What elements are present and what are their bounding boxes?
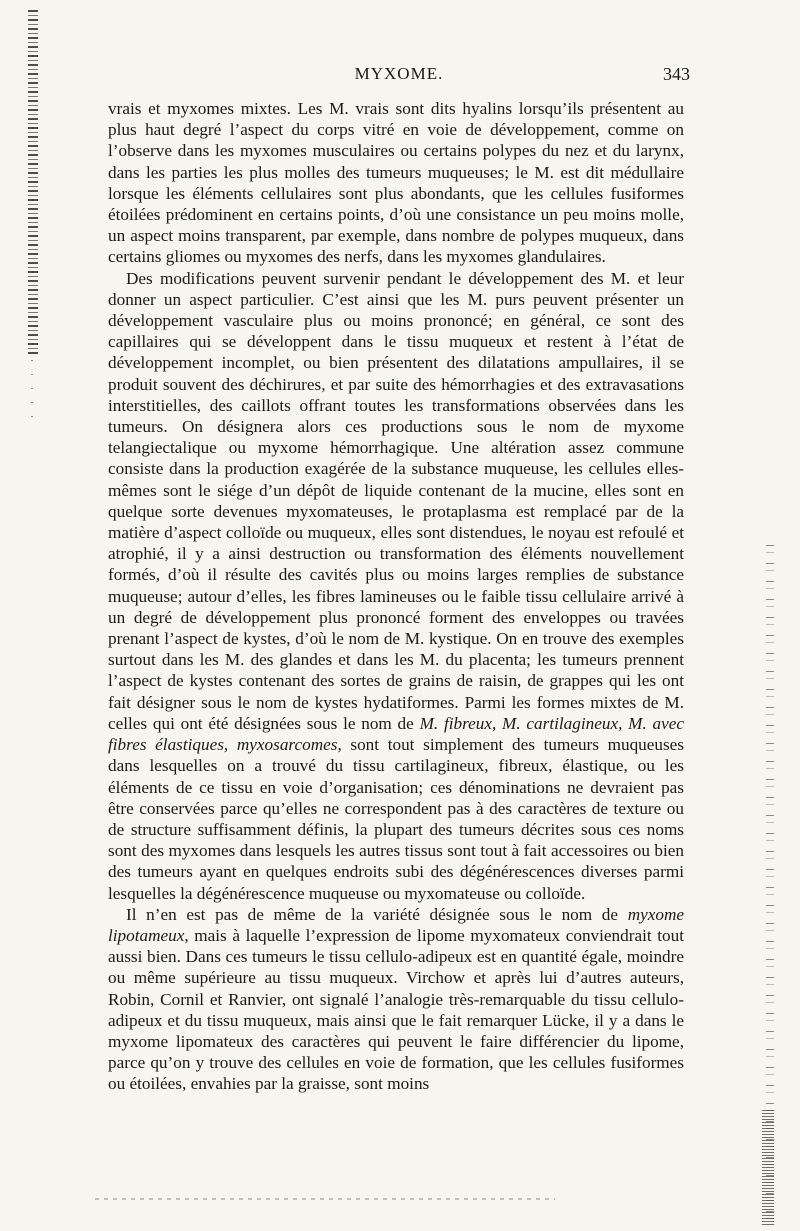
paragraph-3-italic-term: myxome lipotameux [108,904,684,945]
paragraph-1: vrais et myxomes mixtes. Les M. vrais sont dits hyalins lorsqu’ils présentent au plus haut degré l’aspect du corps vitré en voie de développement, comme on l’observe dans les myxomes musculaires ou certains polypes du nez et du larynx, dans les parties les plus molles des tumeurs muqueuses; le M. est dit médullaire lorsque les éléments cellulaires sont plus abondants, que les cellules fusiformes étoilées prédominent en certains points, d’où une consistance un peu moins molle, un aspect moins transparent, par exemple, dans nombre de polypes muqueux, dans certains gliomes ou myxomes des nerfs, dans les myxomes glandulaires. [108,99,684,267]
paragraph-2 [108,268,684,904]
paragraph-2-text-b: , sont tout simplement des tumeurs muqueuses dans lesquelles on a trouvé du tissu cartilagineux, fibreux, élastique, ou les éléments de ce tissu en voie d’organisation; ces dénominations ne devraient pas être conservées parce qu’elles ne correspondent pas à des caractères de texture ou de structure suffisamment définis, la plupart des tumeurs décrites sous ces noms sont des myxomes dans lesquels les autres tissus sont tout à fait accessoires ou bien des tumeurs ayant en quelques endroits subi des dégénérescences diverses parmi lesquelles la dégénérescence muqueuse ou myxomateuse ou colloïde. [108,735,684,903]
scan-edge-artifact-left [28,10,38,355]
page-header [108,64,690,94]
running-head: MYXOME. [354,64,444,83]
paragraph-2-italic-terms: M. fibreux, M. cartilagineux, M. avec fibres élastiques, myxosarcomes [108,713,685,755]
paragraph-3-text-a: Il n’en est pas de même de la variété désignée sous le nom de [126,904,628,924]
paragraph-2-text-a: Des modifications peuvent survenir pendant le développement des M. et leur donner un aspect particulier. C’est ainsi que les M. purs peuvent présenter un développement vasculaire plus ou moins prononcé; en général, ce sont des capillaires qui se développent dans le tissu muqueux et restent à l’état de développement incomplet, ou bien présentent des dilatations ampullaires, il se produit souvent des déchirures, et par suite des hémorrhagies et des extravasations interstitielles, des caillots offrant toutes les transformations observées dans les tumeurs. On désignera alors ces productions sous le nom de myxome telangiectalique ou myxome hémorrhagique. Une altération assez commune consiste dans la production exagérée de la substance muqueuse, les cellules elles-mêmes sont le siége d’un dépôt de liquide contenant de la mucine, elles sont en quelque sorte devenues myxomateuses, le protaplasma est remplacé par de la matière d’aspect colloïde ou muqueux, elles sont distendues, le noyau est refoulé et atrophié, il y a ainsi destruction ou transformation des éléments nouvellement formés, d’où il résulte des cavités plus ou moins larges remplies de substance muqueuse; autour d’elles, les fibres lamineuses ou le faible tissu cellulaire arrivé à un degré de développement plus prononcé forment des enveloppes ou travées prenant l’aspect de kystes, d’où le nom de M. kystique. On en trouve des exemples surtout dans les M. des glandes et dans les M. du placenta; les tumeurs prennent l’aspect de kystes contenant des sortes de grains de raisin, de grappes qui les ont fait désigner sous le nom de kystes hydatiformes. Parmi les formes mixtes de M. celles qui ont été désignées sous le nom de [108,268,684,733]
paragraph-3-text-b: , mais à laquelle l’expression de lipome myxomateux conviendrait tout aussi bien. Dans ces tumeurs le tissu cellulo-adipeux est en quantité égale, moindre ou même supérieure au tissu muqueux. Virchow et après lui d’autres auteurs, Robin, Cornil et Ranvier, ont signalé l’analogie très-remarquable du tissu cellulo-adipeux et du tissu muqueux, mais ainsi que le fait remarquer Lücke, il y a dans le myxome lipomateux des caractères qui peuvent le faire différencier du lipome, parce qu’on y trouve des cellules en voie de formation, que les cellules fusiformes ou étoilées, envahies par la graisse, sont moins [108,925,684,1094]
scan-edge-artifact-bottom [95,1198,555,1200]
scan-edge-artifact-left-lower [31,360,33,420]
body-text [108,98,684,1095]
page-number: 343 [663,64,690,84]
scan-edge-artifact-right-dense [762,1110,774,1225]
paragraph-3 [108,904,684,1095]
